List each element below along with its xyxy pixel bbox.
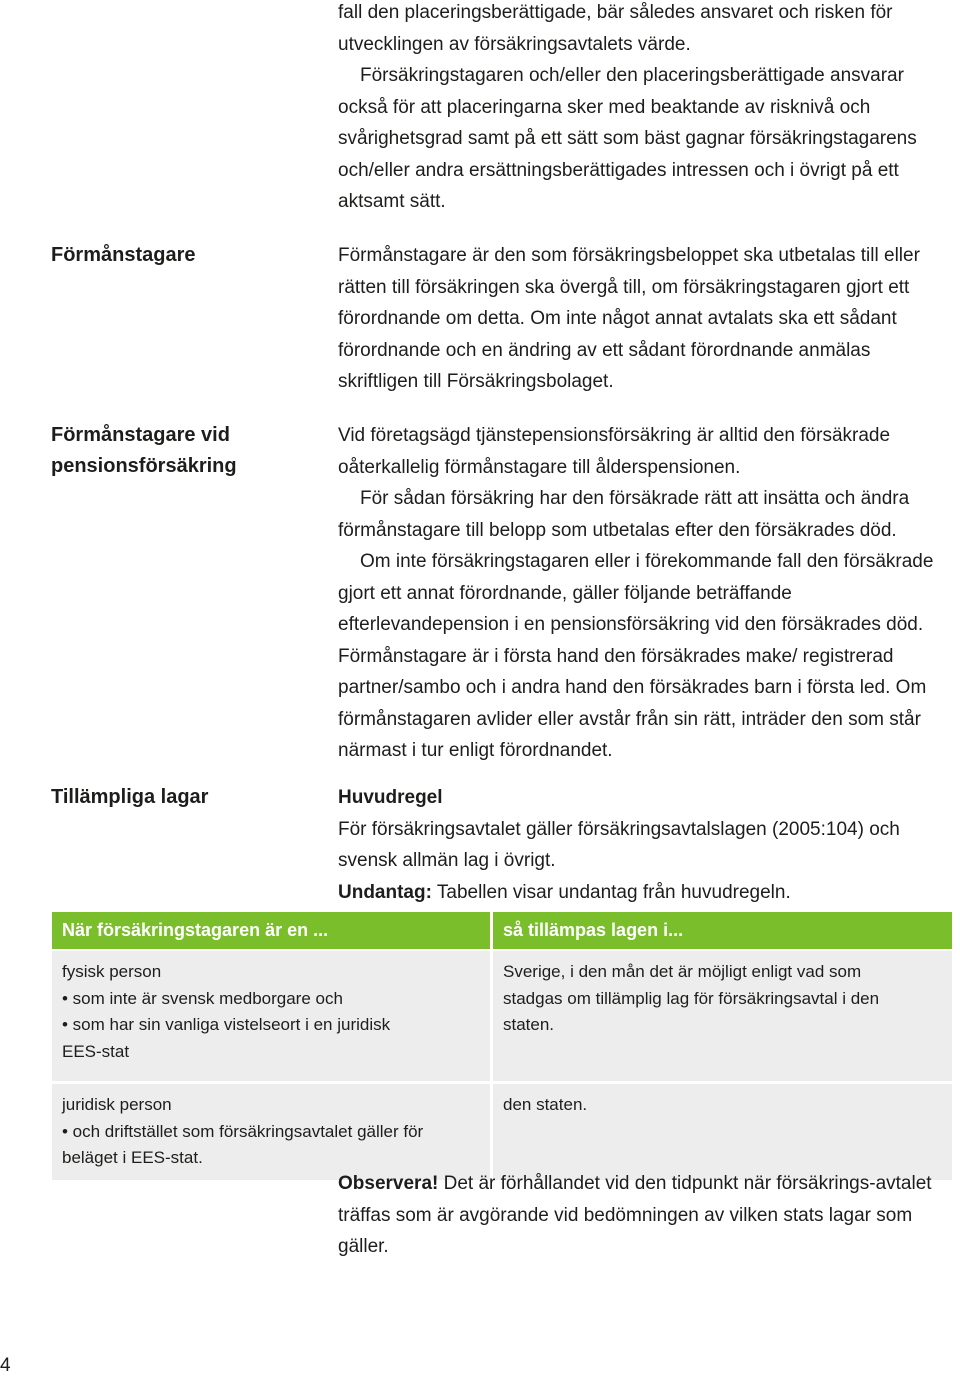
cell-line: juridisk person	[62, 1095, 172, 1114]
lagar-heading: Tillämpliga lagar	[51, 786, 209, 808]
table-header-row	[52, 912, 952, 949]
pension-section	[338, 420, 950, 767]
observera-label: Observera!	[338, 1173, 439, 1194]
lagar-exception-text: Tabellen visar undantag från huvudregeln.	[431, 881, 791, 903]
cell-line: EES-stat	[62, 1041, 130, 1061]
table-header-policyholder: När försäkringstagaren är en ...	[52, 912, 493, 949]
cell-line: stadgas om tillämplig lag för försäkringsavtal i den	[503, 988, 880, 1008]
pension-heading-line2: pensionsförsäkring	[51, 455, 237, 477]
cell-line: den staten.	[503, 1095, 588, 1114]
lagar-exception	[338, 877, 950, 909]
formanstagare-text: Förmånstagare är den som försäkringsbeloppet ska utbetalas till eller rätten till försäkringen ska övergå till, om försäkringstagaren gjort ett förordnande om detta. Om inte något annat avtalats ska ett sådant förordnande och en ändring av ett sådant förordnande anmälas skriftligen till Försäkringsbolaget.	[338, 245, 920, 392]
applicable-law-table	[52, 912, 952, 1180]
cell-line: beläget i EES-stat.	[62, 1148, 203, 1167]
pension-heading-line1: Förmånstagare vid	[51, 424, 230, 446]
table-cell-policyholder	[52, 1081, 493, 1180]
lagar-text: För försäkringsavtalet gäller försäkringsavtalslagen (2005:104) och svensk allmän lag i övrigt.	[338, 818, 900, 871]
lagar-subheading: Huvudregel	[338, 787, 443, 808]
pension-paragraph-3: Om inte försäkringstagaren eller i förekommande fall den försäkrade gjort ett annat förordnande, gäller följande beträffande efterlevandepension i en pensionsförsäkring vid den försäkrades död. Förmånstagare är i första hand den försäkrades make/ registrerad partner/sambo och i andra hand den försäkrades barn i första led. Om förmånstagaren avlider eller avstår från sin rätt, inträder den som står närmast i tur enligt förordnandet.	[338, 551, 934, 761]
cell-line: Sverige, i den mån det är möjligt enligt vad som	[503, 962, 862, 981]
table-row	[52, 1081, 952, 1180]
cell-line: • som har sin vanliga vistelseort i en juridisk	[62, 1015, 391, 1034]
cell-line: staten.	[503, 1015, 555, 1034]
table-cell-policyholder	[52, 949, 493, 1081]
cell-line: fysisk person	[62, 962, 162, 981]
table-header-law: så tillämpas lagen i...	[493, 912, 952, 949]
observera-section	[338, 1168, 950, 1263]
lagar-section	[338, 782, 950, 908]
cell-line: • och driftstället som försäkringsavtalet gäller för	[62, 1121, 424, 1141]
pension-paragraph-2: För sådan försäkring har den försäkrade rätt att insätta och ändra förmånstagare till belopp som utbetalas efter den försäkrades död.	[338, 488, 910, 541]
intro-paragraph-2: Försäkringstagaren och/eller den placeringsberättigade ansvarar också för att placeringarna sker med beaktande av risknivå och svårighetsgrad samt på ett sätt som bäst gagnar försäkringstagarens och/eller andra ersättningsberättigades intressen och i övrigt på ett aktsamt sätt.	[338, 65, 917, 212]
table-row	[52, 949, 952, 1081]
table-cell-law	[493, 949, 952, 1081]
intro-section	[338, 0, 950, 218]
pension-heading	[51, 420, 281, 482]
formanstagare-heading: Förmånstagare	[51, 244, 196, 266]
intro-paragraph-1: fall den placeringsberättigade, bär således ansvaret och risken för utvecklingen av försäkringsavtalets värde.	[338, 2, 893, 55]
formanstagare-section	[338, 240, 950, 398]
observera-note	[338, 1168, 950, 1263]
cell-line: • som inte är svensk medborgare och	[62, 988, 343, 1008]
observera-text: Det är förhållandet vid den tidpunkt när försäkrings-avtalet träffas som är avgörande vid bedömningen av vilken stats lagar som gäller.	[338, 1173, 932, 1257]
lagar-exception-label: Undantag:	[338, 881, 432, 903]
pension-paragraph-1: Vid företagsägd tjänstepensionsförsäkring är alltid den försäkrade oåterkallelig förmånstagare till ålderspensionen.	[338, 425, 891, 478]
page-number: 4	[0, 1355, 11, 1376]
table-cell-law	[493, 1081, 952, 1180]
